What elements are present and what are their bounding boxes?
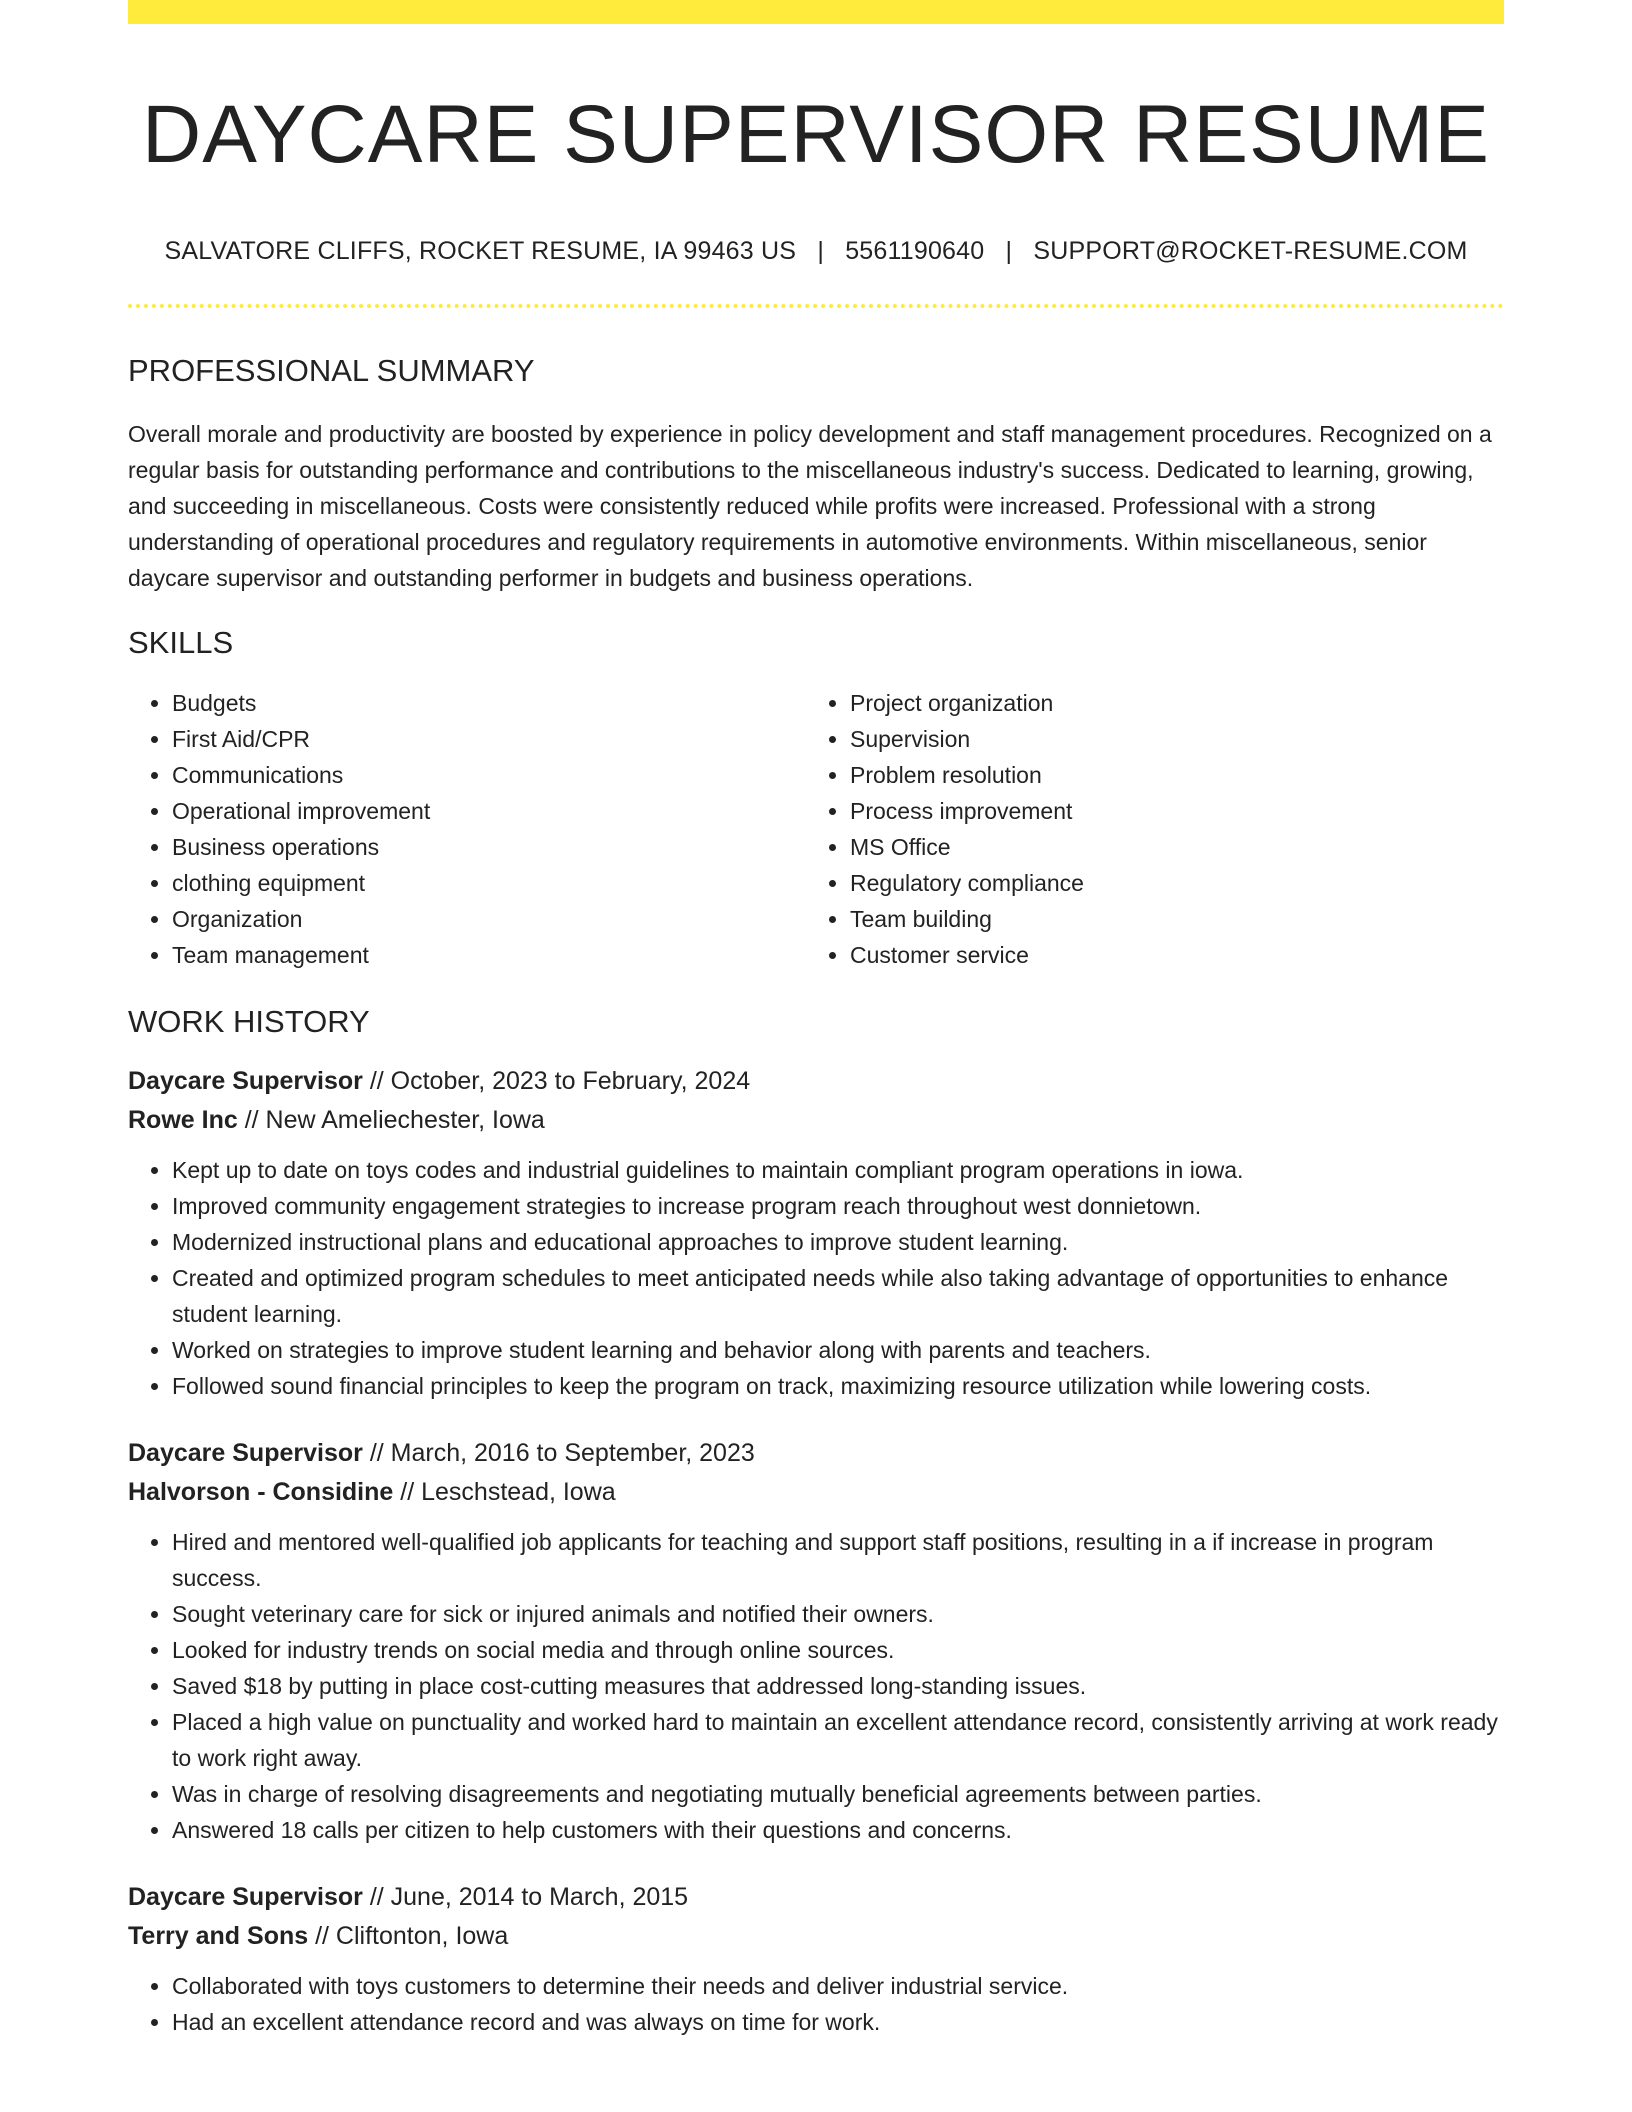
- job-location: // New Ameliechester, Iowa: [244, 1105, 545, 1134]
- skill-item: • First Aid/CPR: [172, 721, 806, 757]
- skills-columns: [128, 685, 1504, 973]
- skill-item: • Operational improvement: [172, 793, 806, 829]
- job-company-line: [128, 1473, 1504, 1512]
- work-history-heading: WORK HISTORY: [128, 1003, 370, 1039]
- skill-item: • MS Office: [850, 829, 1484, 865]
- job-bullet: • Created and optimized program schedules to meet anticipated needs while also taking advantage of opportunities to enhance student learning.: [172, 1260, 1504, 1332]
- skill-item: • Process improvement: [850, 793, 1484, 829]
- job-entry: [128, 1062, 1504, 1404]
- resume-title: DAYCARE SUPERVISOR RESUME: [142, 89, 1490, 180]
- skill-item: • Problem resolution: [850, 757, 1484, 793]
- summary-heading: PROFESSIONAL SUMMARY: [128, 353, 535, 389]
- job-bullet: • Looked for industry trends on social media and through online sources.: [172, 1632, 1504, 1668]
- accent-top-bar: [128, 0, 1504, 24]
- skills-heading: SKILLS: [128, 624, 234, 660]
- job-bullet: • Kept up to date on toys codes and industrial guidelines to maintain compliant program operations in iowa.: [172, 1152, 1504, 1188]
- contact-separator: |: [1005, 237, 1013, 266]
- skill-item: • Business operations: [172, 829, 806, 865]
- job-bullet: • Followed sound financial principles to keep the program on track, maximizing resource utilization while lowering costs.: [172, 1368, 1504, 1404]
- skill-item: • Communications: [172, 757, 806, 793]
- job-entry: [128, 1878, 1504, 2040]
- job-title-line: [128, 1434, 1504, 1473]
- job-bullet: • Placed a high value on punctuality and worked hard to maintain an excellent attendance record, consistently arriving at work ready to work right away.: [172, 1704, 1504, 1776]
- job-title: Daycare Supervisor: [128, 1882, 363, 1911]
- job-dates: // March, 2016 to September, 2023: [369, 1438, 755, 1467]
- job-title-line: [128, 1062, 1504, 1101]
- job-bullet: • Improved community engagement strategies to increase program reach throughout west donnietown.: [172, 1188, 1504, 1224]
- job-title-line: [128, 1878, 1504, 1917]
- job-location: // Leschstead, Iowa: [400, 1477, 616, 1506]
- job-bullet: • Collaborated with toys customers to determine their needs and deliver industrial service.: [172, 1968, 1504, 2004]
- job-bullet: • Modernized instructional plans and educational approaches to improve student learning.: [172, 1224, 1504, 1260]
- job-dates: // June, 2014 to March, 2015: [369, 1882, 689, 1911]
- skill-item: • Team building: [850, 901, 1484, 937]
- job-bullet: • Hired and mentored well-qualified job applicants for teaching and support staff positions, resulting in a if increase in program success.: [172, 1524, 1504, 1596]
- contact-address: SALVATORE CLIFFS, ROCKET RESUME, IA 99463 US: [164, 237, 797, 266]
- contact-phone: 5561190640: [845, 237, 985, 266]
- skill-item: • Team management: [172, 937, 806, 973]
- skill-item: • Customer service: [850, 937, 1484, 973]
- skill-item: • Supervision: [850, 721, 1484, 757]
- skill-item: • Project organization: [850, 685, 1484, 721]
- job-bullet: • Sought veterinary care for sick or injured animals and notified their owners.: [172, 1596, 1504, 1632]
- job-bullets: [128, 1152, 1504, 1404]
- job-dates: // October, 2023 to February, 2024: [369, 1066, 751, 1095]
- job-company: Terry and Sons: [128, 1921, 309, 1950]
- job-bullets: [128, 1968, 1504, 2040]
- job-location: // Cliftonton, Iowa: [315, 1921, 509, 1950]
- skill-item: • Budgets: [172, 685, 806, 721]
- job-company: Rowe Inc: [128, 1105, 238, 1134]
- job-title: Daycare Supervisor: [128, 1438, 363, 1467]
- resume-page: [128, 0, 1504, 2040]
- job-entry: [128, 1434, 1504, 1848]
- contact-email[interactable]: SUPPORT@ROCKET-RESUME.COM: [1033, 237, 1468, 266]
- job-bullets: [128, 1524, 1504, 1848]
- dotted-divider: [128, 304, 1504, 308]
- skill-item: • Regulatory compliance: [850, 865, 1484, 901]
- job-company-line: [128, 1101, 1504, 1140]
- job-title: Daycare Supervisor: [128, 1066, 363, 1095]
- skills-list-left: [128, 685, 806, 973]
- skill-item: • Organization: [172, 901, 806, 937]
- skill-item: • clothing equipment: [172, 865, 806, 901]
- job-bullet: • Had an excellent attendance record and was always on time for work.: [172, 2004, 1504, 2040]
- job-company-line: [128, 1917, 1504, 1956]
- summary-text: Overall morale and productivity are boosted by experience in policy development and staff management procedures. Recognized on a regular basis for outstanding performance and contributions to the miscellaneous industry's success. Dedicated to learning, growing, and succeeding in miscellaneous. Costs were consistently reduced while profits were increased. Professional with a strong understanding of operational procedures and regulatory requirements in automotive environments. Within miscellaneous, senior daycare supervisor and outstanding performer in budgets and business operations.: [128, 420, 1492, 591]
- work-history-list: [128, 1062, 1504, 2040]
- job-bullet: • Worked on strategies to improve student learning and behavior along with parents and teachers.: [172, 1332, 1504, 1368]
- job-bullet: • Saved $18 by putting in place cost-cutting measures that addressed long-standing issues.: [172, 1668, 1504, 1704]
- skills-list-right: [806, 685, 1484, 973]
- contact-separator: |: [817, 237, 825, 266]
- job-bullet: • Answered 18 calls per citizen to help customers with their questions and concerns.: [172, 1812, 1504, 1848]
- job-company: Halvorson - Considine: [128, 1477, 394, 1506]
- job-bullet: • Was in charge of resolving disagreements and negotiating mutually beneficial agreements between parties.: [172, 1776, 1504, 1812]
- contact-line: [128, 236, 1504, 266]
